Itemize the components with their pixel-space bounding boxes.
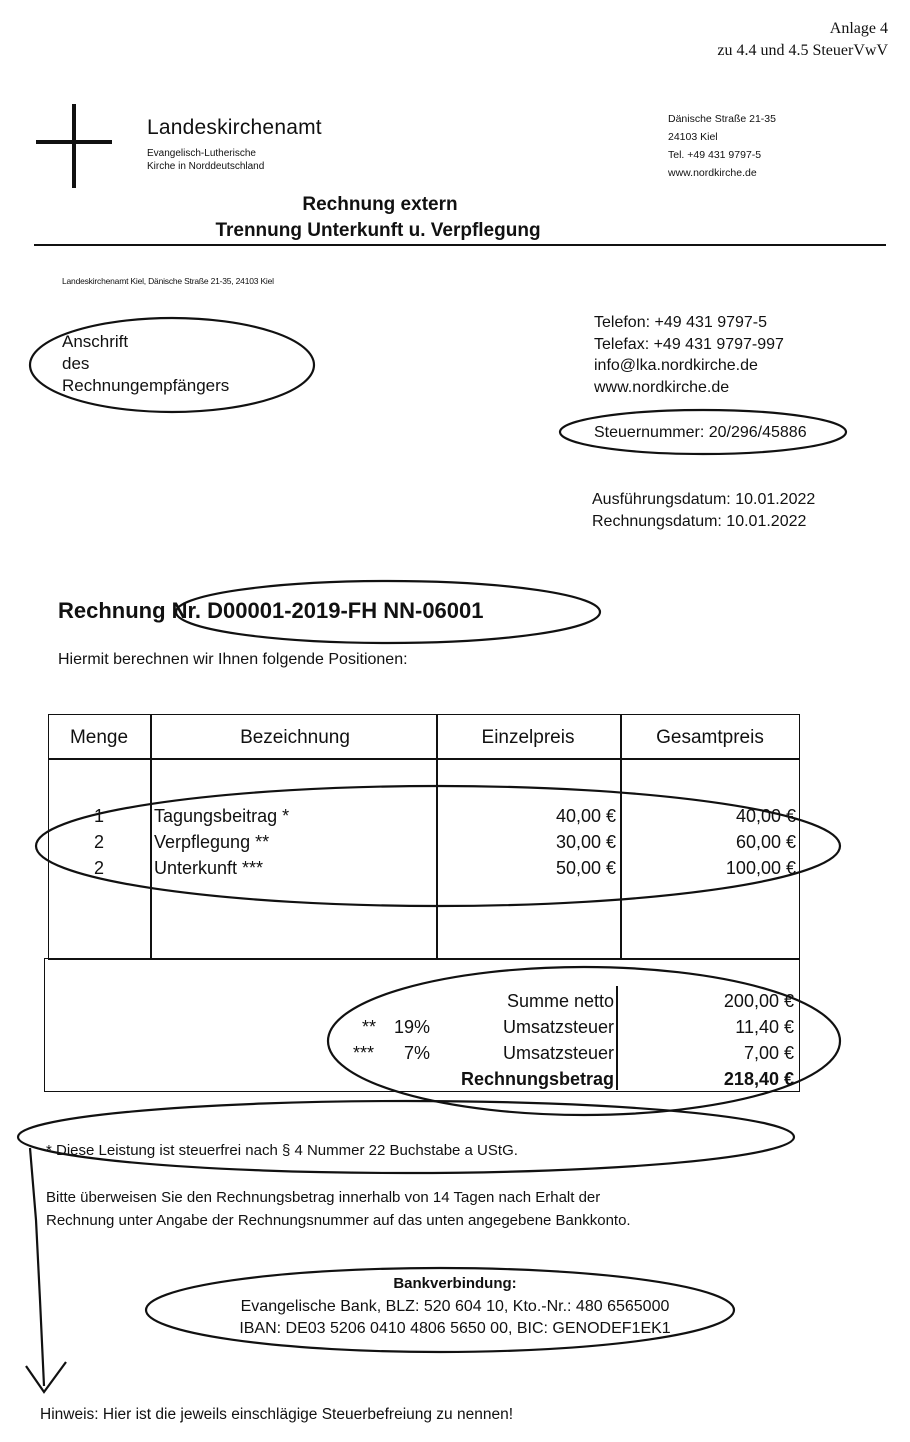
doc-title-line-1: Rechnung extern — [302, 194, 458, 215]
recipient-address — [62, 331, 229, 397]
table-col-divider-2 — [436, 714, 438, 960]
recipient-line-3: Rechnungempfängers — [62, 376, 230, 395]
recipient-line-2: des — [62, 354, 90, 373]
payment-instructions — [46, 1186, 631, 1232]
org-address-phone: Tel. +49 431 9797-5 — [668, 149, 762, 161]
row-1-unit: 40,00 € — [555, 806, 616, 826]
row-3-desc: Unterkunft *** — [154, 858, 264, 878]
table-header-divider — [48, 758, 800, 760]
contact-phone: Telefon: +49 431 9797-5 — [594, 314, 768, 331]
summary-vat19-mark: ** — [362, 1017, 377, 1037]
summary-vat7-mark: *** — [353, 1043, 375, 1063]
dates-block — [592, 489, 815, 532]
row-2-desc: Verpflegung ** — [154, 832, 270, 852]
table-col-divider-1 — [150, 714, 152, 960]
hint-note: Hinweis: Hier ist die jeweils einschlägige Steuerbefreiung zu nennen! — [40, 1406, 514, 1423]
header-divider — [34, 244, 886, 246]
row-3-total: 100,00 € — [725, 858, 796, 878]
row-2-qty: 2 — [93, 832, 104, 852]
payment-line-1: Bitte überweisen Sie den Rechnungsbetrag innerhalb von 14 Tagen nach Erhalt der — [46, 1189, 601, 1206]
contact-email: info@lka.nordkirche.de — [594, 357, 758, 374]
summary-col-divider — [616, 986, 618, 1090]
org-subtitle-line-2: Kirche in Norddeutschland — [147, 161, 265, 172]
header-menge: Menge — [69, 727, 129, 748]
contact-fax: Telefax: +49 431 9797-997 — [594, 335, 784, 353]
row-3-unit: 50,00 € — [555, 858, 616, 878]
row-2-unit: 30,00 € — [555, 832, 616, 852]
row-1-qty: 1 — [93, 806, 104, 826]
summary-vat7-label: Umsatzsteuer — [502, 1043, 614, 1063]
org-address-web: www.nordkirche.de — [668, 167, 757, 179]
summary-vat19-label: Umsatzsteuer — [502, 1017, 614, 1037]
summary-total-label: Rechnungsbetrag — [460, 1069, 614, 1089]
org-subtitle — [147, 147, 264, 173]
summary-vat7-value: 7,00 € — [743, 1043, 794, 1063]
table-col-divider-3 — [620, 714, 622, 960]
summary-vat19-rate: 19% — [393, 1017, 430, 1037]
tax-number: Steuernummer: 20/296/45886 — [594, 424, 807, 441]
bank-line-2: IBAN: DE03 5206 0410 4806 5650 00, BIC: GENODEF1EK1 — [239, 1320, 671, 1337]
payment-line-2: Rechnung unter Angabe der Rechnungsnummer auf das unten angegebene Bankkonto. — [46, 1212, 631, 1229]
invoice-intro: Hiermit berechnen wir Ihnen folgende Positionen: — [58, 651, 408, 668]
org-address-street: Dänische Straße 21-35 — [668, 113, 776, 125]
bank-heading: Bankverbindung: — [393, 1275, 517, 1292]
header-bezeichnung: Bezeichnung — [240, 727, 350, 748]
annex-line-2: zu 4.4 und 4.5 SteuerVwV — [717, 42, 888, 59]
row-1-desc: Tagungsbeitrag * — [154, 806, 290, 826]
row-3-qty: 2 — [93, 858, 104, 878]
invoice-number-title: Rechnung Nr. D00001-2019-FH NN-06001 — [58, 598, 484, 623]
execution-date: Ausführungsdatum: 10.01.2022 — [592, 491, 816, 508]
summary-total-value: 218,40 € — [723, 1069, 794, 1089]
contact-block — [594, 312, 784, 398]
doc-title-line-2: Trennung Unterkunft u. Verpflegung — [215, 220, 541, 241]
org-name: Landeskirchenamt — [147, 116, 322, 139]
summary-net-label: Summe netto — [506, 991, 614, 1011]
summary-net-value: 200,00 € — [723, 991, 794, 1011]
org-address-city: 24103 Kiel — [668, 131, 718, 143]
row-1-total: 40,00 € — [735, 806, 796, 826]
sender-return-line: Landeskirchenamt Kiel, Dänische Straße 21-35, 24103 Kiel — [62, 276, 274, 286]
annex-line-1: Anlage 4 — [829, 20, 888, 37]
invoice-date: Rechnungsdatum: 10.01.2022 — [592, 512, 807, 530]
summary-vat19-value: 11,40 € — [735, 1017, 794, 1037]
tax-exempt-footnote: * Diese Leistung ist steuerfrei nach § 4 Nummer 22 Buchstabe a UStG. — [46, 1142, 518, 1159]
org-subtitle-line-1: Evangelisch-Lutherische — [147, 148, 256, 159]
summary-vat7-rate: 7% — [403, 1043, 430, 1063]
recipient-line-1: Anschrift — [62, 332, 129, 351]
org-address — [668, 110, 776, 182]
header-gesamtpreis: Gesamtpreis — [656, 727, 764, 748]
header-einzelpreis: Einzelpreis — [481, 727, 575, 748]
row-2-total: 60,00 € — [735, 832, 796, 852]
contact-web: www.nordkirche.de — [594, 378, 730, 396]
bank-line-1: Evangelische Bank, BLZ: 520 604 10, Kto.-Nr.: 480 6565000 — [240, 1298, 670, 1315]
